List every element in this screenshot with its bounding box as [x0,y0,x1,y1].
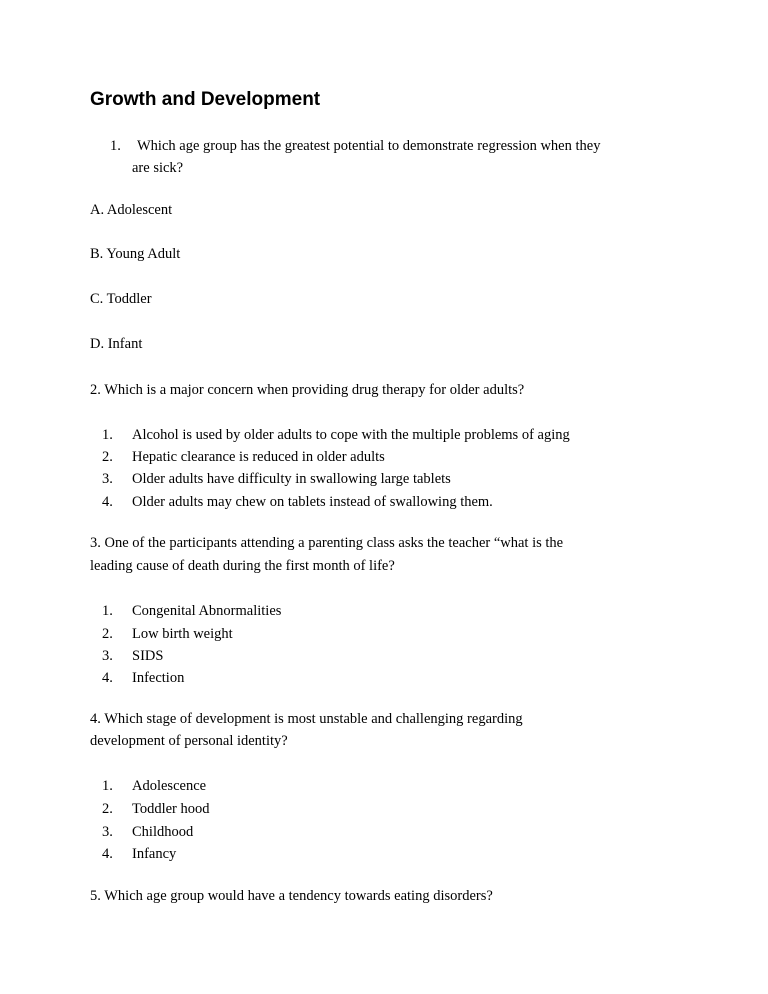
option-number: 4. [102,846,113,862]
option-number: 4. [102,494,113,510]
option-text: Low birth weight [132,626,233,642]
option-text: Toddler hood [132,801,210,817]
option-number: 1. [102,778,113,794]
question-3-option-3 [90,648,163,665]
question-4-option-3 [90,824,193,841]
question-1-number: 1. [110,138,121,154]
option-number: 2. [102,801,113,817]
option-text: Older adults have difficulty in swallowing large tablets [132,471,451,487]
question-5-text: 5. Which age group would have a tendency towards eating disorders? [90,888,493,904]
option-number: 2. [102,626,113,642]
question-1-line-1: Which age group has the greatest potential to demonstrate regression when they [137,138,601,154]
question-4-option-2 [90,801,210,818]
option-text: Congenital Abnormalities [132,603,282,619]
question-1-option-d: D. Infant [90,336,143,352]
question-3-option-4 [90,670,184,687]
question-4-line-2: development of personal identity? [90,733,288,749]
question-2-option-1 [90,427,570,444]
option-number: 1. [102,603,113,619]
question-2-option-4 [90,494,493,511]
question-2-option-2 [90,449,385,466]
question-4-option-4 [90,846,176,863]
option-text: Older adults may chew on tablets instead of swallowing them. [132,494,493,510]
option-number: 4. [102,670,113,686]
option-text: Hepatic clearance is reduced in older adults [132,449,385,465]
question-1-option-b: B. Young Adult [90,246,181,262]
option-number: 3. [102,824,113,840]
option-number: 3. [102,471,113,487]
option-text: Childhood [132,824,194,840]
option-text: Infancy [132,846,177,862]
question-1-option-a: A. Adolescent [90,202,173,218]
question-1-option-c: C. Toddler [90,291,152,307]
question-3-line-1: 3. One of the participants attending a parenting class asks the teacher “what is the [90,535,564,551]
question-2-option-3 [90,471,451,488]
question-2-text: 2. Which is a major concern when providing drug therapy for older adults? [90,382,525,398]
question-3-option-1 [90,603,281,620]
option-number: 2. [102,449,113,465]
option-text: Adolescence [132,778,207,794]
question-4-option-1 [90,778,206,795]
option-text: SIDS [132,648,164,664]
question-4-line-1: 4. Which stage of development is most unstable and challenging regarding [90,711,523,727]
question-1-line-2: are sick? [132,160,184,176]
question-3-option-2 [90,626,233,643]
question-3-line-2: leading cause of death during the first month of life? [90,558,395,574]
option-number: 3. [102,648,113,664]
option-number: 1. [102,427,113,443]
option-text: Alcohol is used by older adults to cope with the multiple problems of aging [132,427,570,443]
document-title: Growth and Development [90,89,321,110]
option-text: Infection [132,670,185,686]
